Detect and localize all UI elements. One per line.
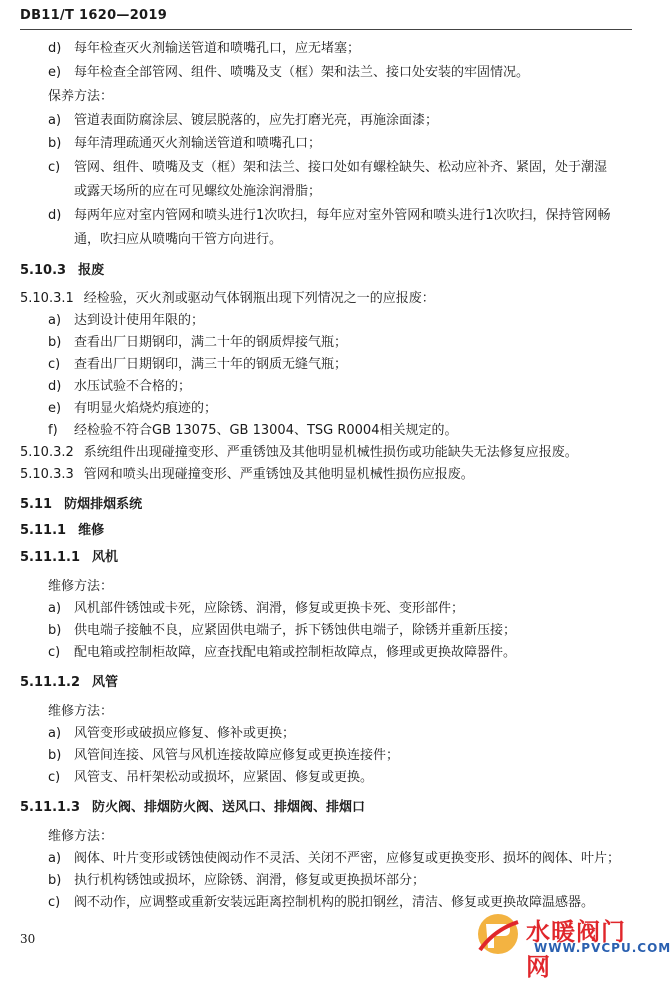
repair-label: 维修方法： bbox=[48, 704, 114, 719]
list-marker: c) bbox=[48, 160, 61, 175]
clause: 5.10.3.3 管网和喷头出现碰撞变形、严重锈蚀及其他明显机械性损伤应报废。 bbox=[20, 467, 474, 482]
list-item: 风管变形或破损应修复、修补或更换； bbox=[74, 726, 296, 741]
list-item: 风管支、吊杆架松动或损坏，应紧固、修复或更换。 bbox=[74, 770, 374, 785]
list-marker: a) bbox=[48, 726, 62, 741]
list-item-continuation: 通，吹扫应从喷嘴向干管方向进行。 bbox=[74, 232, 283, 247]
watermark-name: 水暖阀门网 bbox=[526, 918, 626, 981]
list-marker: c) bbox=[48, 770, 61, 785]
section-heading: 5.11.1.3 防火阀、排烟防火阀、送风口、排烟阀、排烟口 bbox=[20, 800, 366, 815]
list-item: 达到设计使用年限的； bbox=[74, 313, 205, 328]
page-number: 30 bbox=[20, 932, 36, 946]
list-marker: b) bbox=[48, 335, 62, 350]
list-marker: e) bbox=[48, 65, 62, 80]
header-rule bbox=[20, 29, 632, 30]
list-marker: b) bbox=[48, 748, 62, 763]
list-item-continuation: 或露天场所的应在可见螺纹处施涂润滑脂； bbox=[74, 184, 322, 199]
section-heading: 5.10.3 报废 bbox=[20, 263, 105, 278]
list-item: 经检验不符合GB 13075、GB 13004、TSG R0004相关规定的。 bbox=[74, 423, 458, 438]
document-id-header: DB11/T 1620—2019 bbox=[20, 8, 168, 23]
list-marker: c) bbox=[48, 645, 61, 660]
list-item: 阀不动作，应调整或重新安装远距离控制机构的脱扣钢丝，清洁、修复或更换故障温感器。 bbox=[74, 895, 595, 910]
list-item: 每年清理疏通灭火剂输送管道和喷嘴孔口； bbox=[74, 136, 322, 151]
list-marker: c) bbox=[48, 895, 61, 910]
list-marker: e) bbox=[48, 401, 62, 416]
watermark-url: WWW.PVCPU.COM bbox=[534, 941, 671, 955]
list-marker: f) bbox=[48, 423, 58, 438]
clause: 5.10.3.1 经检验，灭火剂或驱动气体钢瓶出现下列情况之一的应报废： bbox=[20, 291, 435, 306]
list-marker: b) bbox=[48, 623, 62, 638]
list-item: 配电箱或控制柜故障，应查找配电箱或控制柜故障点，修理或更换故障器件。 bbox=[74, 645, 517, 660]
list-marker: a) bbox=[48, 113, 62, 128]
list-marker: a) bbox=[48, 313, 62, 328]
list-item: 有明显火焰烧灼痕迹的； bbox=[74, 401, 218, 416]
maintenance-label: 保养方法： bbox=[48, 89, 114, 104]
section-heading: 5.11.1.2 风管 bbox=[20, 675, 119, 690]
list-item: 每年检查全部管网、组件、喷嘴及支（框）架和法兰、接口处安装的牢固情况。 bbox=[74, 65, 530, 80]
list-item: 执行机构锈蚀或损坏，应除锈、润滑，修复或更换损坏部分； bbox=[74, 873, 426, 888]
list-marker: b) bbox=[48, 136, 62, 151]
list-item: 每两年应对室内管网和喷头进行1次吹扫，每年应对室外管网和喷头进行1次吹扫，保持管网畅 bbox=[74, 208, 611, 223]
list-marker: c) bbox=[48, 357, 61, 372]
list-item: 阀体、叶片变形或锈蚀使阀动作不灵活、关闭不严密，应修复或更换变形、损坏的阀体、叶片； bbox=[74, 851, 621, 866]
section-heading: 5.11.1.1 风机 bbox=[20, 550, 119, 565]
list-item: 风管间连接、风管与风机连接故障应修复或更换连接件； bbox=[74, 748, 400, 763]
list-item: 管道表面防腐涂层、镀层脱落的，应先打磨光亮，再施涂面漆； bbox=[74, 113, 439, 128]
list-item: 风机部件锈蚀或卡死，应除锈、润滑，修复或更换卡死、变形部件； bbox=[74, 601, 465, 616]
list-marker: b) bbox=[48, 873, 62, 888]
list-item: 查看出厂日期钢印，满三十年的钢质无缝气瓶； bbox=[74, 357, 348, 372]
list-marker: d) bbox=[48, 379, 62, 394]
pipe-logo-icon bbox=[474, 910, 524, 958]
list-marker: d) bbox=[48, 208, 62, 223]
clause: 5.10.3.2 系统组件出现碰撞变形、严重锈蚀及其他明显机械性损伤或功能缺失无法修复应报废。 bbox=[20, 445, 578, 460]
list-item: 查看出厂日期钢印，满二十年的钢质焊接气瓶； bbox=[74, 335, 348, 350]
list-item: 每年检查灭火剂输送管道和喷嘴孔口，应无堵塞； bbox=[74, 41, 361, 56]
list-item: 供电端子接触不良，应紧固供电端子，拆下锈蚀供电端子，除锈并重新压接； bbox=[74, 623, 517, 638]
list-marker: d) bbox=[48, 41, 62, 56]
list-marker: a) bbox=[48, 851, 62, 866]
section-heading: 5.11.1 维修 bbox=[20, 523, 105, 538]
list-item: 水压试验不合格的； bbox=[74, 379, 192, 394]
watermark-logo bbox=[474, 910, 671, 981]
repair-label: 维修方法： bbox=[48, 829, 114, 844]
list-marker: a) bbox=[48, 601, 62, 616]
list-item: 管网、组件、喷嘴及支（框）架和法兰、接口处如有螺栓缺失、松动应补齐、紧固，处于潮湿 bbox=[74, 160, 608, 175]
section-heading: 5.11 防烟排烟系统 bbox=[20, 497, 143, 512]
repair-label: 维修方法： bbox=[48, 579, 114, 594]
